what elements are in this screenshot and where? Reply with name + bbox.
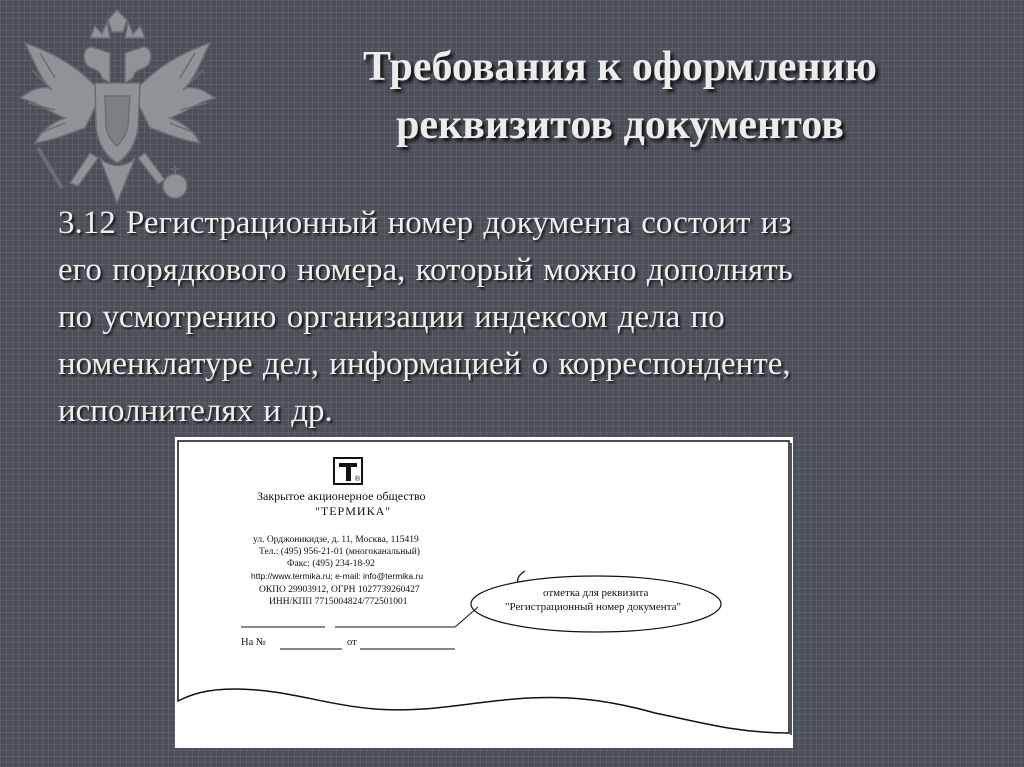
org-inn: ИНН/КПП 7715004824/772501001 xyxy=(269,597,408,607)
body-line-3: по усмотрению организации индексом дела по xyxy=(58,299,725,335)
org-fax: Факс: (495) 234-18-92 xyxy=(287,559,375,569)
org-web: http://www.termika.ru; e-mail: info@termika.ru xyxy=(251,571,424,581)
slide-title-line-2: реквизитов документов xyxy=(396,102,844,148)
body-line-1: 3.12 Регистрационный номер документа состоит из xyxy=(58,205,792,241)
document-sample-image xyxy=(175,437,793,748)
body-line-2: его порядкового номера, который можно дополнять xyxy=(58,252,793,288)
org-okpo: ОКПО 29903912, ОГРН 1027739260427 xyxy=(259,585,420,595)
na-label: На № xyxy=(241,637,266,648)
org-name: "ТЕРМИКА" xyxy=(315,504,392,518)
org-address: ул. Орджоникидзе, д. 11, Москва, 115419 xyxy=(253,535,419,545)
org-phone: Тел.: (495) 956-21-01 (многоканальный) xyxy=(259,547,420,557)
callout-line-1: отметка для реквизита xyxy=(543,587,649,599)
body-line-4: номенклатуре дел, информацией о корреспонденте, xyxy=(58,346,791,382)
slide-title-line-1: Требования к оформлению xyxy=(363,44,877,90)
callout-line-2: "Регистрационный номер документа" xyxy=(505,601,681,613)
ot-label: от xyxy=(347,637,357,648)
coat-of-arms-icon xyxy=(10,8,225,213)
body-line-5: исполнителях и др. xyxy=(58,393,333,429)
slide-title xyxy=(250,38,990,154)
termika-logo-icon: ® xyxy=(333,457,363,485)
slide-body-text xyxy=(58,200,1024,435)
org-type: Закрытое акционерное общество xyxy=(257,489,426,503)
